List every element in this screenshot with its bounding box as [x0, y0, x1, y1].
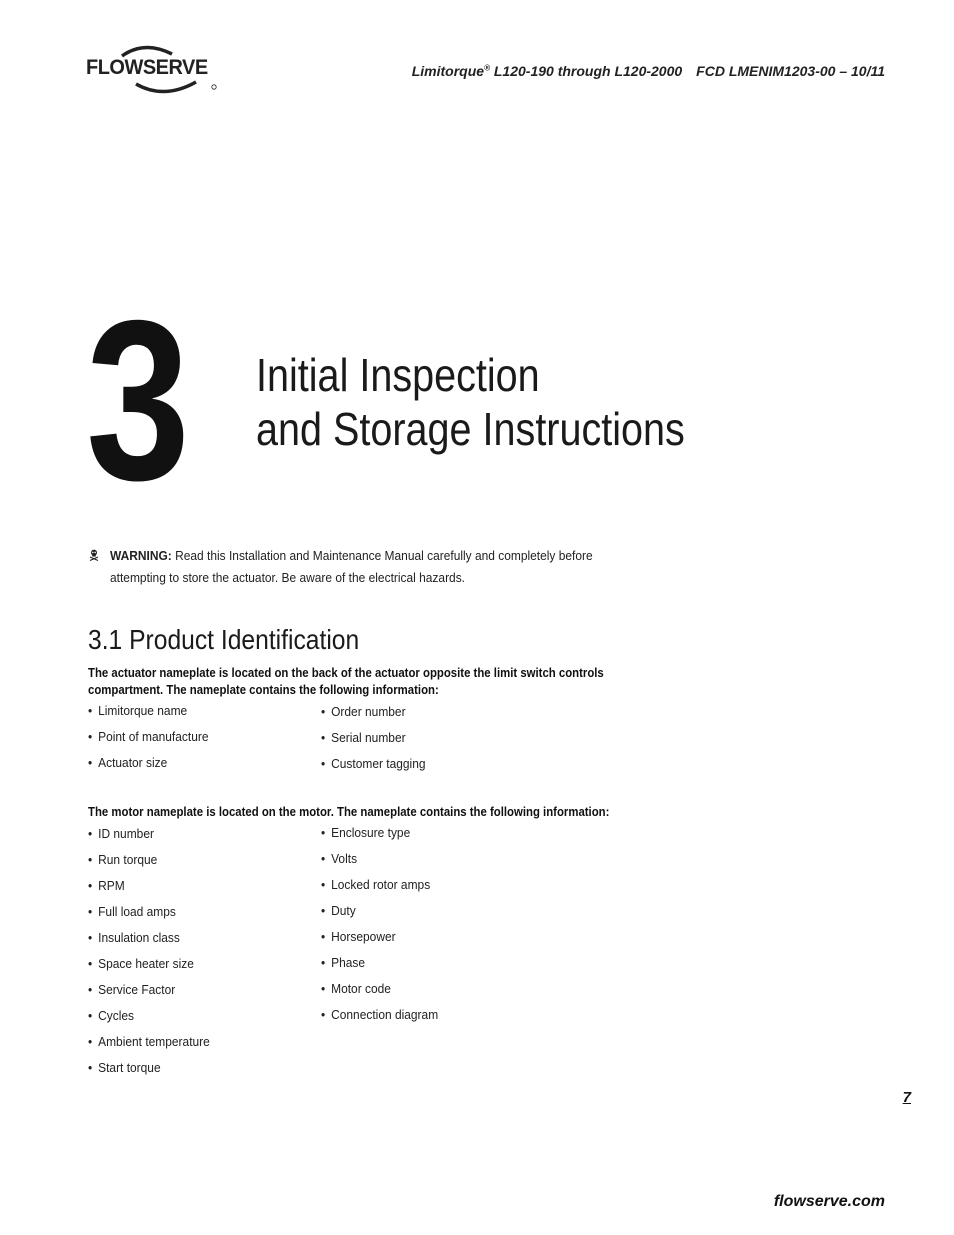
- warning-paragraph: [110, 545, 607, 588]
- actuator-nameplate-intro: The actuator nameplate is located on the back of the actuator opposite the limit switch controls compartment. The nameplate contains the following information:: [88, 666, 604, 697]
- chapter-title: [256, 348, 685, 456]
- list-item: • Phase: [321, 955, 366, 970]
- warning-label: WARNING:: [110, 548, 172, 563]
- logo-text: FLOWSERVE: [86, 56, 208, 79]
- list-item: • Serial number: [321, 730, 406, 745]
- list-item: • ID number: [88, 826, 154, 841]
- list-item: • Space heater size: [88, 956, 194, 971]
- motor-info-list-right: [321, 825, 448, 1033]
- list-item: • Motor code: [321, 981, 391, 996]
- list-item: • Cycles: [88, 1008, 135, 1023]
- list-item: • Connection diagram: [321, 1007, 439, 1022]
- list-item: • Order number: [321, 704, 406, 719]
- document-header: [412, 63, 885, 79]
- list-item: • Service Factor: [88, 982, 176, 997]
- list-item: • Actuator size: [88, 755, 168, 770]
- list-item: • Volts: [321, 851, 358, 866]
- motor-nameplate-intro: The motor nameplate is located on the motor. The nameplate contains the following information:: [88, 805, 610, 819]
- skull-crossbones-icon: [89, 549, 99, 561]
- actuator-info-list-left: [88, 703, 219, 781]
- page-number: 7: [902, 1089, 911, 1106]
- list-item: • Insulation class: [88, 930, 180, 945]
- chapter-title-line2: and Storage Instructions: [256, 403, 685, 455]
- section-heading: 3.1 Product Identification: [88, 624, 360, 655]
- motor-info-list-left: [88, 826, 220, 1086]
- footer-website-link[interactable]: flowserve.com: [773, 1193, 885, 1210]
- list-item: • Customer tagging: [321, 756, 426, 771]
- list-item: • Duty: [321, 903, 356, 918]
- list-item: • Locked rotor amps: [321, 877, 431, 892]
- document-code: FCD LMENIM1203-00 – 10/11: [696, 63, 885, 79]
- list-item: • Horsepower: [321, 929, 396, 944]
- chapter-number: 3: [86, 274, 187, 528]
- product-range: L120-190 through L120-2000: [489, 63, 683, 79]
- list-item: • Run torque: [88, 852, 158, 867]
- chapter-title-line1: Initial Inspection: [256, 349, 540, 401]
- actuator-info-list-right: [321, 704, 435, 782]
- list-item: • Ambient temperature: [88, 1034, 210, 1049]
- list-item: • Limitorque name: [88, 703, 188, 718]
- flowserve-logo: [86, 42, 226, 96]
- list-item: • Start torque: [88, 1060, 161, 1075]
- registered-mark: ®: [484, 63, 490, 73]
- product-name: Limitorque: [411, 63, 485, 79]
- list-item: • Enclosure type: [321, 825, 411, 840]
- list-item: • Full load amps: [88, 904, 176, 919]
- list-item: • RPM: [88, 878, 125, 893]
- list-item: • Point of manufacture: [88, 729, 209, 744]
- warning-text: Read this Installation and Maintenance Manual carefully and completely before attempting to store the actuator. Be aware of the electrical hazards.: [110, 548, 593, 585]
